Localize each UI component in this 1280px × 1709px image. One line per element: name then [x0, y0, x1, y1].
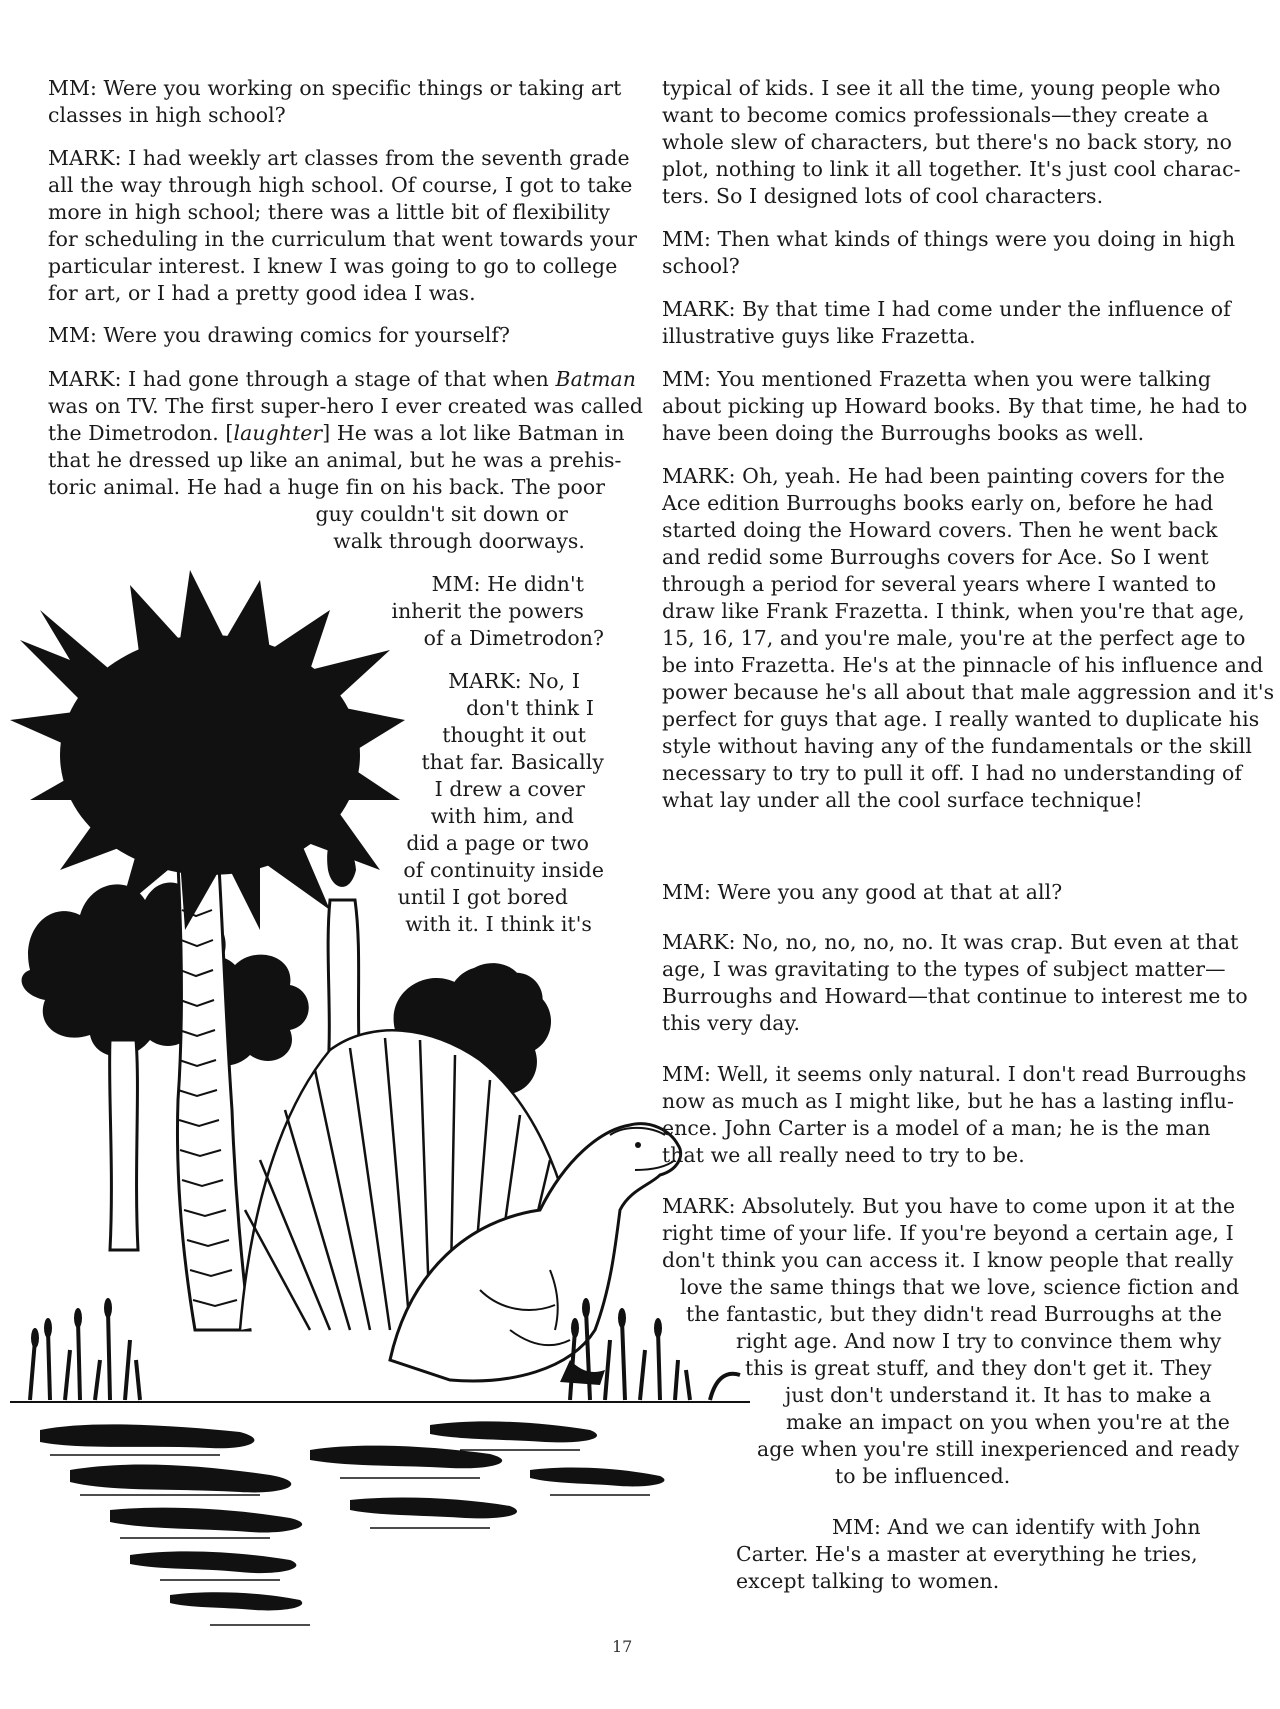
a7-text: Absolutely. But you have to come upon it at the — [742, 1194, 1236, 1218]
speaker-label: MARK: — [48, 367, 122, 391]
q7-line: ence. John Carter is a model of a man; he is the man — [662, 1116, 1211, 1140]
a5-line: necessary to try to pull it off. I had no understanding of — [662, 761, 1243, 785]
a7-line: the fantastic, but they didn't read Burroughs at the — [686, 1302, 1223, 1326]
a5-line: through a period for several years where I wanted to — [662, 572, 1217, 596]
q7-text: Well, it seems only natural. I don't read Burroughs — [717, 1062, 1247, 1086]
a3-text: No, I — [528, 669, 580, 693]
a5-text: Oh, yeah. He had been painting covers for the — [742, 464, 1225, 488]
q5-line — [662, 366, 1211, 394]
q1-line — [48, 75, 621, 103]
a1-line: particular interest. I knew I was going to go to college — [48, 254, 618, 278]
a6-line: Burroughs and Howard—that continue to interest me to — [662, 984, 1248, 1008]
q5-line: have been doing the Burroughs books as well. — [662, 421, 1145, 445]
q5-line: about picking up Howard books. By that time, he had to — [662, 394, 1248, 418]
a3-line: of continuity inside — [403, 858, 604, 882]
a3-line: until I got bored — [397, 885, 568, 909]
q1-line: classes in high school? — [48, 103, 286, 127]
speaker-label: MM: — [662, 227, 711, 251]
a5-line: power because he's all about that male aggression and it's — [662, 680, 1275, 704]
a2-line — [48, 366, 636, 394]
q2-line — [48, 322, 510, 350]
a1-line — [48, 145, 630, 173]
q6-line — [662, 879, 1062, 907]
q8-line — [832, 1514, 1201, 1542]
a6-line — [662, 929, 1238, 957]
q3-text: He didn't — [487, 572, 584, 596]
a2-line — [48, 420, 625, 448]
speaker-label: MARK: — [662, 297, 736, 321]
q8-line: except talking to women. — [736, 1569, 1000, 1593]
speaker-label: MM: — [662, 880, 711, 904]
a7-line: right age. And now I try to convince them why — [736, 1329, 1222, 1353]
q4-text: Then what kinds of things were you doing in high — [717, 227, 1236, 251]
a5-line: and redid some Burroughs covers for Ace. So I went — [662, 545, 1209, 569]
a2-line: walk through doorways. — [333, 529, 585, 553]
a7-line: just don't understand it. It has to make a — [785, 1383, 1212, 1407]
q1-text: Were you working on specific things or taking art — [103, 76, 622, 100]
a2-text: the Dimetrodon. [ — [48, 421, 234, 445]
a7-line: make an impact on you when you're at the — [786, 1410, 1230, 1434]
a1-line: for scheduling in the curriculum that went towards your — [48, 227, 638, 251]
speaker-label: MARK: — [662, 1194, 736, 1218]
a7-line: love the same things that we love, science fiction and — [680, 1275, 1240, 1299]
c1-line: ters. So I designed lots of cool characters. — [662, 184, 1104, 208]
a6-text: No, no, no, no, no. It was crap. But even at that — [742, 930, 1239, 954]
c1-line: plot, nothing to link it all together. It's just cool charac- — [662, 157, 1241, 181]
a7-line: to be influenced. — [835, 1464, 1011, 1488]
q6-text: Were you any good at that at all? — [717, 880, 1063, 904]
a5-line — [662, 463, 1225, 491]
a7-line: don't think you can access it. I know people that really — [662, 1248, 1234, 1272]
c1-line: whole slew of characters, but there's no back story, no — [662, 130, 1233, 154]
q3-line: inherit the powers — [391, 599, 584, 623]
a5-line: 15, 16, 17, and you're male, you're at the perfect age to — [662, 626, 1246, 650]
a7-line: this is great stuff, and they don't get it. They — [745, 1356, 1212, 1380]
a5-line: perfect for guys that age. I really wanted to duplicate his — [662, 707, 1260, 731]
a6-line: age, I was gravitating to the types of subject matter— — [662, 957, 1226, 981]
a3-line: I drew a cover — [434, 777, 585, 801]
c1-line: want to become comics professionals—they create a — [662, 103, 1209, 127]
q2-text: Were you drawing comics for yourself? — [103, 323, 511, 347]
speaker-label: MARK: — [662, 464, 736, 488]
a2-line: guy couldn't sit down or — [315, 502, 568, 526]
a4-line: illustrative guys like Frazetta. — [662, 324, 976, 348]
a5-line: style without having any of the fundamentals or the skill — [662, 734, 1252, 758]
a2-line: toric animal. He had a huge fin on his back. The poor — [48, 475, 606, 499]
a3-line: with him, and — [430, 804, 574, 828]
speaker-label: MM: — [431, 572, 481, 596]
q7-line — [662, 1061, 1246, 1089]
c1-line: typical of kids. I see it all the time, young people who — [662, 76, 1221, 100]
q8-text: And we can identify with John — [887, 1515, 1201, 1539]
q5-text: You mentioned Frazetta when you were talking — [717, 367, 1212, 391]
a5-line: started doing the Howard covers. Then he went back — [662, 518, 1218, 542]
reeds — [30, 1310, 740, 1400]
a1-line: more in high school; there was a little bit of flexibility — [48, 200, 611, 224]
a1-line: all the way through high school. Of course, I got to take — [48, 173, 633, 197]
speaker-label: MARK: — [448, 669, 522, 693]
q3-line — [432, 571, 584, 599]
a3-line: thought it out — [442, 723, 586, 747]
q4-line: school? — [662, 254, 740, 278]
a2-italic-note: laughter — [233, 421, 323, 445]
a6-line: this very day. — [662, 1011, 801, 1035]
a3-line — [448, 668, 580, 696]
speaker-label: MARK: — [662, 930, 736, 954]
speaker-label: MM: — [662, 367, 711, 391]
q7-line: that we all really need to try to be. — [662, 1143, 1025, 1167]
q4-line — [662, 226, 1235, 254]
a2-line: was on TV. The first super-hero I ever created was called — [48, 394, 644, 418]
a5-line: draw like Frank Frazetta. I think, when you're that age, — [662, 599, 1245, 623]
a2-line: that he dressed up like an animal, but he was a prehis- — [48, 448, 622, 472]
page-number: 17 — [612, 1637, 633, 1656]
speaker-label: MM: — [48, 76, 97, 100]
q8-line: Carter. He's a master at everything he tries, — [736, 1542, 1198, 1566]
speaker-label: MM: — [48, 323, 97, 347]
dimetrodon-illustration — [10, 570, 770, 1655]
q3-line: of a Dimetrodon? — [423, 626, 604, 650]
a7-line: right time of your life. If you're beyond a certain age, I — [662, 1221, 1234, 1245]
a3-line: did a page or two — [406, 831, 589, 855]
a1-line: for art, or I had a pretty good idea I was. — [48, 281, 476, 305]
a4-text: By that time I had come under the influence of — [742, 297, 1231, 321]
q7-line: now as much as I might like, but he has a lasting influ- — [662, 1089, 1235, 1113]
a5-line: be into Frazetta. He's at the pinnacle of his influence and — [662, 653, 1264, 677]
speaker-label: MARK: — [48, 146, 122, 170]
a4-line — [662, 296, 1231, 324]
a2-text: ] He was a lot like Batman in — [322, 421, 625, 445]
a3-line: that far. Basically — [421, 750, 604, 774]
a2-italic-title: Batman — [555, 367, 637, 391]
a2-text: I had gone through a stage of that when — [128, 367, 549, 391]
a1-text: I had weekly art classes from the seventh grade — [128, 146, 630, 170]
a7-line — [662, 1193, 1235, 1221]
a5-line: what lay under all the cool surface technique! — [662, 788, 1143, 812]
a3-line: with it. I think it's — [405, 912, 592, 936]
a7-line: age when you're still inexperienced and ready — [757, 1437, 1240, 1461]
speaker-label: MM: — [832, 1515, 881, 1539]
a5-line: Ace edition Burroughs books early on, before he had — [662, 491, 1214, 515]
a3-line: don't think I — [466, 696, 594, 720]
speaker-label: MM: — [662, 1062, 711, 1086]
